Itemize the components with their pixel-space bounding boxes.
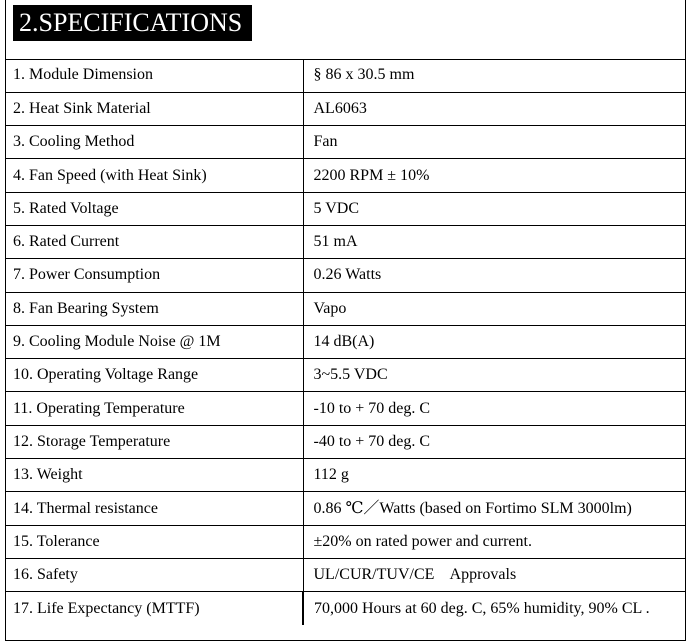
spec-value: AL6063 xyxy=(303,92,685,125)
table-row xyxy=(6,459,685,492)
spec-label: 6. Rated Current xyxy=(6,225,303,258)
table-row xyxy=(6,359,685,392)
spec-label: 14. Thermal resistance xyxy=(6,492,303,525)
table-row xyxy=(6,492,685,525)
table-row xyxy=(6,259,685,292)
table-row xyxy=(6,592,685,625)
table-row xyxy=(6,59,685,92)
spec-value: Vapo xyxy=(303,292,685,325)
spec-value: 0.26 Watts xyxy=(303,259,685,292)
spec-label: 7. Power Consumption xyxy=(6,259,303,292)
spec-label: 1. Module Dimension xyxy=(6,59,303,92)
table-row xyxy=(6,126,685,159)
section-title: 2.SPECIFICATIONS xyxy=(13,5,252,41)
spec-label: 2. Heat Sink Material xyxy=(6,92,303,125)
spec-label: 11. Operating Temperature xyxy=(6,392,303,425)
spec-value: 3~5.5 VDC xyxy=(303,359,685,392)
spec-label: 15. Tolerance xyxy=(6,525,303,558)
table-row xyxy=(6,292,685,325)
table-row xyxy=(6,92,685,125)
spec-label: 16. Safety xyxy=(6,558,303,591)
spec-value: 0.86 ℃／Watts (based on Fortimo SLM 3000lm) xyxy=(303,492,685,525)
spec-label: 10. Operating Voltage Range xyxy=(6,359,303,392)
spec-label: 4. Fan Speed (with Heat Sink) xyxy=(6,159,303,192)
table-row xyxy=(6,558,685,591)
spec-value: 112 g xyxy=(303,459,685,492)
spec-value: § 86 x 30.5 mm xyxy=(303,59,685,92)
spec-value: 5 VDC xyxy=(303,192,685,225)
table-row xyxy=(6,192,685,225)
spec-label: 17. Life Expectancy (MTTF) xyxy=(6,592,303,625)
spec-value: ±20% on rated power and current. xyxy=(303,525,685,558)
spec-value: UL/CUR/TUV/CE Approvals xyxy=(303,558,685,591)
spec-label: 13. Weight xyxy=(6,459,303,492)
spec-value: 2200 RPM ± 10% xyxy=(303,159,685,192)
table-row xyxy=(6,425,685,458)
spec-label: 12. Storage Temperature xyxy=(6,425,303,458)
table-row xyxy=(6,325,685,358)
spec-label: 3. Cooling Method xyxy=(6,126,303,159)
spec-label: 8. Fan Bearing System xyxy=(6,292,303,325)
spec-value: 51 mA xyxy=(303,225,685,258)
spec-value: Fan xyxy=(303,126,685,159)
spec-document xyxy=(5,0,686,641)
heading-area xyxy=(6,0,685,60)
table-row xyxy=(6,525,685,558)
spec-value: 70,000 Hours at 60 deg. C, 65% humidity, 90% CL . xyxy=(314,599,650,617)
table-row xyxy=(6,159,685,192)
spec-value: -40 to + 70 deg. C xyxy=(303,425,685,458)
table-row xyxy=(6,225,685,258)
specifications-table xyxy=(6,59,685,625)
spec-label: 5. Rated Voltage xyxy=(6,192,303,225)
spec-value: -10 to + 70 deg. C xyxy=(303,392,685,425)
spec-value: 14 dB(A) xyxy=(303,325,685,358)
table-row xyxy=(6,392,685,425)
spec-label: 9. Cooling Module Noise @ 1M xyxy=(6,325,303,358)
